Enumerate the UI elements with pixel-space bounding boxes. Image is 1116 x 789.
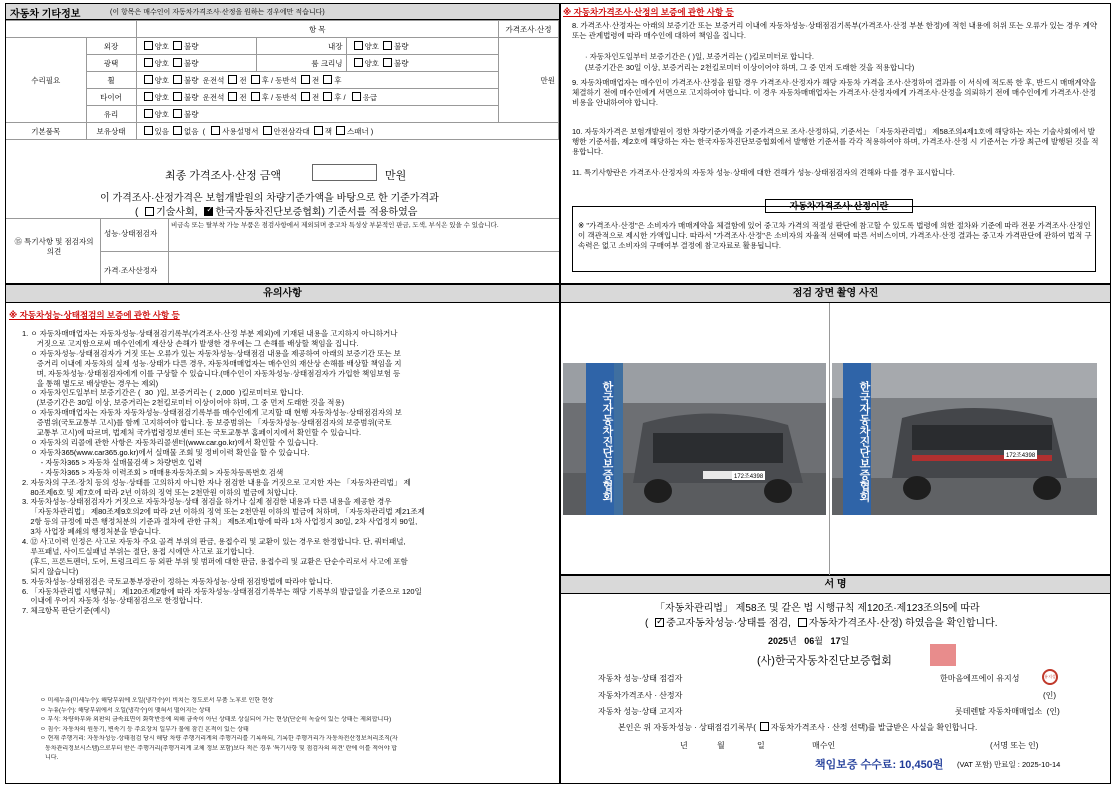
notice-line: ㅇ 자동차매매업자는 자동차 자동차성능·상태점검기록부를 매수인에게 고지할 때 현행 자동차성능·상태점검자의 보 [22,408,402,418]
notice-small-line: ㅇ 침수: 자동차의 원동기, 변속기 등 주요장치 일부가 물에 잠긴 흔적이 있는 상태 [40,726,249,733]
inspector-label: 성능·상태점검자 [104,229,158,238]
notice-line: 1. ㅇ 자동차매매업자는 자동차성능·상태점검기록부(가격조사·산정 부분 제외)에 기재된 내용을 고지하지 아니하거나 [22,329,398,338]
sign-performance-label: 중고자동차성능·상태를 점검, [666,618,791,629]
opt-label: 불량 [184,75,199,85]
sign-row-3-name: 롯데렌탈 자동차매매업소 (인) [955,707,1060,716]
inspector-note: 비금속 또는 탈부착 가능 부품은 점검사항에서 제외되며 중고차 특성상 부분적인 판금, 도색, 부식은 있을 수 있습니다. [171,222,499,229]
cleaning-bad-checkbox[interactable] [383,58,392,67]
photo-divider [829,303,830,575]
front-label: 전 [239,92,247,102]
front-label: 전 [239,75,247,85]
notice-line: ㅇ 자동차365(www.car365.go.kr)에서 실매물 조회 및 정비이력 확인을 할 수 있습니다. [22,447,310,457]
warranty-p8: 8. 가격조사·산정자는 아래의 보증기간 또는 보증거리 이내에 자동차성능·상태점검기록부(가격조사·산정 부분 한정)에 적힌 내용에 허위 또는 오류가 있는 경우 계약 또는 관계법령에 따라 매수인에 대하여 책임을 집니다. [572,21,1098,40]
tire-good-checkbox[interactable] [144,92,153,101]
tire-passenger-front-checkbox[interactable] [301,92,310,101]
sign-price-label: 자동차가격조사·산정) 하였음을 확인합니다. [808,618,998,629]
no-label: 없음 [184,126,199,136]
rear-label: 후 [261,92,269,102]
fee-amount: 책임보증 수수료: 10,450원 [815,759,944,771]
basic-yes-checkbox[interactable] [144,126,153,135]
opt-label: 불량 [184,92,199,102]
wheel-driver-front-checkbox[interactable] [228,75,237,84]
wheel-good-checkbox[interactable] [144,75,153,84]
photo-title: 점검 장면 촬영 사진 [561,285,1110,303]
warranty-p8b: (보증기간은 30일 이상, 보증거리는 2천킬로미터 이상이어야 하며, 그 중 먼저 도래한 것을 적용합니다) [585,63,915,72]
banner-front: 한국자동차진단보증협회 [586,363,614,515]
rear-car-image [832,363,1097,515]
exterior-good-checkbox[interactable] [144,41,153,50]
spanner-label: 스패너 ) [346,126,374,136]
appraiser-label: 가격·조사산정자 [104,266,158,275]
receipt-day: 일 [757,741,765,750]
month-unit: 월 [814,636,823,646]
sign-date [768,634,849,647]
warranty-p10: 10. 자동차가격은 보험개발원이 정한 차량기준가액을 기준가격으로 조사·산정하되, 기준서는 「자동차관리법」 제58조의4제1호에 해당하는 자는 기술사회에서 발행한 기준서를, 제2호에 해당하는 자는 한국자동차진단보증협회에서 발행한 기준서를 각각 적용하여야 하며, 가격조사·산정 시 기준서는 가장 최근에 발행된 것을 적용합니다. [572,127,1099,156]
driver-label: 운전석 [202,75,225,85]
sign-row-2-name: (인) [1043,691,1057,700]
opt-label: 불량 [394,41,409,51]
opt-label: 양호 [364,58,379,68]
notice-line: 3. 자동차성능·상태점검자가 거짓으로 자동차성능·상태 점검을 하거나 실제 점검한 내용과 다른 내용을 제공한 경우 [22,497,392,507]
own-state-label: 보유상태 [86,123,136,140]
final-price-label: 최종 가격조사·산정 금액 [165,170,282,182]
yes-label: 있음 [154,126,169,136]
tire-bad-checkbox[interactable] [173,92,182,101]
day-unit: 일 [840,636,850,646]
definition-title: 자동차가격조사·산정이란 [765,199,913,213]
notice-small-line: ㅇ 현재 주행거리: 자동차성능·상태점검 당시 해당 차량 주행거리계의 주행거리를 기록하되, 기록한 주행거리가 자동차전산정보처리조직(자 [40,736,398,742]
notice-lines [22,329,556,616]
sign-month: 06 [804,636,815,646]
receipt-price-checkbox[interactable] [760,722,769,731]
buyer-sign: (서명 또는 인) [990,741,1039,750]
notice-small-line: ㅇ 부식: 차량하부와 외판의 금속표면이 화학반응에 의해 금속이 아닌 상태로 상실되어 가는 현상(단순히 녹슬어 있는 상태는 제외합니다) [40,717,392,723]
basis-open: ( [135,207,142,218]
wheel-passenger-rear-checkbox[interactable] [323,75,332,84]
row-label-glass: 유리 [86,106,136,123]
wheel-driver-rear-checkbox[interactable] [251,75,260,84]
row-label-gloss: 광택 [86,55,136,72]
etc-info-title: 자동차 기타정보 [10,9,81,20]
notice-line: - 자동차365 > 자동차 이력조회 > 매매용자동차조회 > 자동차등록번호 검색 [22,467,284,477]
notice-title: 유의사항 [6,285,559,303]
notice-line: ㅇ 자동차성능·상태점검자가 거짓 또는 오류가 있는 자동차성능·상태점검 내용을 제공하여 아래의 보증기간 또는 보 [22,348,401,358]
notice-line: 거짓으로 고지함으로써 매수인에게 재산상 손해가 발생한 경우에는 그 손해를 배상할 책임을 집니다. [22,338,359,348]
tire-emergency-checkbox[interactable] [352,92,361,101]
passenger-label: 동반석 [275,75,297,85]
special-label: ⑮ 특기사항 및 점검자의 의견 [14,237,94,256]
sign-price-checkbox[interactable] [798,618,807,627]
basis-tech-label: 기술사회, [156,207,198,218]
notice-subtitle: ※ 자동차성능·상태점검의 보증에 관한 사항 등 [9,310,180,320]
wheel-passenger-front-checkbox[interactable] [301,75,310,84]
basic-no-checkbox[interactable] [173,126,182,135]
basis-kaida-label: 한국자동차진단보증협회 [215,207,322,218]
notice-line: ㅇ 자동차인도일부터 보증기간은 ( 30 )일, 보증거리는 ( 2,000 )킬로미터로 합니다. [22,388,304,398]
price-unit: 만원 [499,38,559,123]
basic-items-label: 기본품목 [6,123,86,140]
notice-line: 증거리 이내에 자동차의 실제 성능·상태가 다른 경우, 자동차매매업자는 매수인의 재산상 손해를 배상할 책임을 지 [22,358,402,368]
notice-line: 되지 않습니다) [22,566,79,576]
tire-driver-rear-checkbox[interactable] [251,92,260,101]
basis-line-1: 이 가격조사·산정가격은 보험개발원의 차량기준가액을 바탕으로 한 기준가격과 [100,193,439,204]
notice-line: 80조제6호 및 제7호에 따라 2년 이하의 징역 또는 2천만원 이하의 벌금에 처합니다. [22,487,298,497]
etc-info-table: 항 목 가격조사·산정 수리필요 외장 양호 불량 내장 양호 불량 만원 광택 양호 불량 룸 크리닝 양호 불량 휠 양호 불량 운전석 전 후 / 동반석 전 후 타이어 양호 불량 운전석 전 후 / 동반석 전 후 / 응급 유리 양호 불량 기본품목 보유상태 있음 없음 ( 사용설명서 안전삼각대 잭 스패너 ) [6,20,559,140]
notice-small-line: 동차관리정보시스템)으로부터 받은 주행거리(주행거리계 교체 정보 포함)보다 적은 경우 '특기사항 및 점검자의 의견' 란에 이를 적어야 합 [40,745,398,752]
warranty-title: ※ 자동차가격조사·산정의 보증에 관한 사항 등 [563,7,734,17]
notice-line: 루프패널, 사이드실패널 부위는 절단, 용접 시에만 사고로 표기합니다. [22,546,255,556]
row-label-interior: 내장 [256,38,346,55]
basis-kaida-checkbox[interactable]: ✓ [206,205,214,214]
sign-org: (사)한국자동차진단보증협회 [757,655,892,667]
manual-checkbox[interactable] [211,126,220,135]
notice-line: 며, 자동차성능·상태점검자에게 이를 구상할 수 있습니다.(매수인이 자동차성능·상태점검자가 가입한 책임보험 등 [22,368,401,378]
notice-line: 교통부 고시)에 따르며, 법제처 국가법령정보센터 또는 국토교통부 홈페이지에서 확인할 수 있습니다. [22,428,362,438]
year-unit: 년 [788,636,797,646]
triangle-label: 안전삼각대 [273,126,310,136]
notice-line: 5. 자동차성능·상태점검은 국토교통부장관이 정하는 자동차성능·상태 점검방법에 따라야 합니다. [22,576,333,586]
etc-info-note: (이 항목은 매수인이 자동차가격조사·산정을 원하는 경우에만 적습니다) [110,9,325,16]
gloss-bad-checkbox[interactable] [173,58,182,67]
final-price-input[interactable] [312,164,377,181]
row-label-room-cleaning: 룸 크리닝 [256,55,346,72]
notice-line: 3차 사업장 폐쇄의 행정처분을 받습니다. [22,527,161,537]
driver-label: 운전석 [202,92,225,102]
interior-bad-checkbox[interactable] [383,41,392,50]
rear-slash-label: 후 / [334,92,348,102]
col-item-header: 항 목 [136,21,499,38]
sign-title: 서 명 [561,576,1110,594]
notice-small-line: ㅇ 누유(누수): 해당부위에서 오일(냉각수)이 맺혀서 떨어지는 상태 [40,707,211,714]
notice-line: - 자동차365 > 자동차 실매물검색 > 차량번호 입력 [22,457,203,467]
jack-checkbox[interactable] [314,126,323,135]
rear-label: 후 [261,75,269,85]
spanner-checkbox[interactable] [336,126,345,135]
notice-line: 이내에 우어지 자동차 성능·상태점검으로 한정합니다. [22,596,203,606]
warranty-p8a: · 자동차인도일부터 보증기간은 ( )일, 보증거리는 ( )킬로미터로 합니다. [585,52,814,61]
sign-row-1-label: 자동차 성능·상태 점검자 [598,674,683,683]
sign-performance-checkbox[interactable]: ✓ [656,616,664,626]
opt-label: 양호 [154,41,169,51]
definition-text: ※ "가격조사·산정"은 소비자가 매매계약을 체결함에 있어 중고차 가격의 적절성 판단에 참고할 수 있도록 법령에 의한 절차와 기준에 따라 전문 가격조사·산정인이 객관적으로 제시한 가액입니다. 따라서 "가격조사·산정"은 소비자의 자율적 선택에 따른 서비스이며, 가격조사·산정 결과는 중고자 가격판단에 관하여 법적 구속력은 없고 소비자의 구매여부 결정에 참고자료로 활용됩니다. [578,221,1092,250]
opt-label: 불량 [184,58,199,68]
basis-close: ) 기준서를 적용하였음 [321,207,418,218]
notice-line: 「자동차관리법」 제80조제9호의2에 따라 2년 이하의 징역 또는 2천만원 이하의 벌금에 처하며, 「자동차관리법 제21조제 [22,507,425,517]
gloss-good-checkbox[interactable] [144,58,153,67]
paren-open: ( [202,126,208,136]
wheel-bad-checkbox[interactable] [173,75,182,84]
notice-small-line: 니다. [40,755,59,761]
glass-bad-checkbox[interactable] [173,109,182,118]
exterior-bad-checkbox[interactable] [173,41,182,50]
interior-good-checkbox[interactable] [354,41,363,50]
sign-line-2: ( ✓ 중고자동차성능·상태를 점검, 자동차가격조사·산정) 하였음을 확인합니다. [645,616,998,629]
notice-small-lines [40,697,556,764]
notice-line: 을 통해 별도로 배상받는 경우는 제외) [22,378,159,388]
notice-small-line: ㅇ 미세누유(미세누수): 해당부위에 오일(냉각수)이 비치는 정도로서 부품 노후로 인한 현상 [40,698,274,704]
opt-label: 양호 [154,75,169,85]
notice-line: 7. 체크항목 판단기준(예시) [22,606,110,616]
tire-driver-front-checkbox[interactable] [228,92,237,101]
notice-line: (보증기간은 30일 이상, 보증거리는 2천킬로미터 이상이어야 하며, 그 중 먼저 도래한 것을 적용) [22,398,345,408]
receipt-b: 자동차가격조사 · 산정 선택)를 발급받은 사실을 확인합니다. [770,723,978,732]
jack-label: 잭 [324,126,332,136]
notice-line: 증범위(국토교통부 고시)를 함께 고지하여야 합니다. 동 보증범위는 「자동차성능·상태점검자의 보증범위(국토 [22,418,392,428]
notice-line: 2. 자동차의 구조·장치 등의 성능·상태를 고의하지 아니한 자나 점검한 내용을 거짓으로 고지한 자는 「자동차관리법」 제 [22,477,411,487]
row-label-tire: 타이어 [86,89,136,106]
sign-day: 17 [830,636,841,646]
opt-label: 불량 [184,41,199,51]
warranty-p9: 9. 자동차매매업자는 매수인이 가격조사·산정을 원할 경우 가격조사·산정자가 해당 자동차 가격을 조사·산정하여 결과를 이 서식에 적도록 한 후, 반드시 매매계약을 체결하기 전에 매수인에게 서면으로 고지하여야 합니다. 이 경우 자동차매매업자는 가격조사·산정자에게 가격조사·산정을 의뢰하기 전에 매수인에게 가격조사·산정 비용을 안내하여야 합니다. [572,78,1097,107]
passenger-label: 동반석 [275,92,297,102]
opt-label: 양호 [154,92,169,102]
rear-label: 후 [334,75,342,85]
fee-note: (VAT 포함) 만료일 : 2025-10-14 [957,760,1061,769]
sign-row-1-name: 한마음에프에이 유지성 [940,674,1020,683]
final-price-unit: 만원 [385,170,407,182]
repair-label: 수리필요 [6,38,86,123]
opt-label: 양호 [154,109,169,119]
inspection-photo-rear [832,363,1097,515]
org-stamp [930,644,956,666]
banner-rear: 한국자동차진단보증협회 [843,363,871,515]
notice-line: (후드, 프론트펜더, 도어, 트렁크리드 등 외판 부위 및 범퍼에 대한 판금, 용접수리 및 교환은 단순수리로서 사고에 포함 [22,556,408,566]
sign-row-2-label: 자동차가격조사 · 산정자 [598,691,683,700]
front-label: 전 [311,92,320,102]
warranty-p11: 11. 특기사항란은 가격조사·산정자의 자동차 성능·상태에 대한 견해가 성능·상태점검자의 견해와 다를 경우 표시합니다. [572,168,955,177]
row-label-wheel: 휠 [86,72,136,89]
manual-label: 사용설명서 [222,126,259,136]
glass-good-checkbox[interactable] [144,109,153,118]
notice-line: 4. ⑫ 사고이력 인정은 사고로 자동차 주요 골격 부위의 판금, 용접수리 및 교환이 있는 경우로 한정합니다. 단, 쿼터패널, [22,537,406,547]
basis-tech-checkbox[interactable] [145,207,154,216]
special-divider [6,218,559,219]
plate-front: 172조4398 [732,471,765,480]
special-row-divider [100,251,559,252]
opt-label: 양호 [154,58,169,68]
buyer-label: 매수인 [812,741,836,750]
cleaning-good-checkbox[interactable] [354,58,363,67]
basis-line-2 [135,203,417,218]
notice-line: 6. 「자동차관리법 시행규칙」 제120조제2항에 따라 자동차성능·상태점검기록부는 해당 기록부의 발급일을 기준으로 120일 [22,586,422,596]
receipt-month: 월 [717,741,725,750]
tire-passenger-rear-checkbox[interactable] [323,92,332,101]
front-label: 전 [311,75,320,85]
triangle-checkbox[interactable] [263,126,272,135]
col-price-header: 가격조사·산정 [499,21,559,38]
opt-label: 양호 [364,41,379,51]
plate-rear: 172조4398 [1004,450,1037,459]
opt-label: 불량 [394,58,409,68]
receipt-line [618,722,977,733]
receipt-year: 년 [680,741,688,750]
notice-line: ㅇ 자동차의 리콜에 관한 사항은 자동차리콜센터(www.car.go.kr)에서 확인할 수 있습니다. [22,437,319,447]
emergency-label: 응급 [362,92,378,102]
sign-year: 2025 [768,636,789,646]
sign-row-3-label: 자동차 성능·상태 고지자 [598,707,683,716]
notice-line: 2항 등의 규정에 따른 행정처분의 기준과 절차에 관한 규칙」 제5조제1항에 따라 1차 사업정지 30일, 2차 사업정지 90일, [22,517,418,527]
receipt-a: 본인은 위 자동차성능 · 상태점검기록부( [618,723,756,732]
sign-line-1: 「자동차관리법」 제58조 및 같은 법 시행규칙 제120조·제123조의5에 따라 [655,603,980,614]
inspector-seal: 유지성 [1042,669,1058,685]
row-label-exterior: 외장 [86,38,136,55]
opt-label: 불량 [184,109,199,119]
